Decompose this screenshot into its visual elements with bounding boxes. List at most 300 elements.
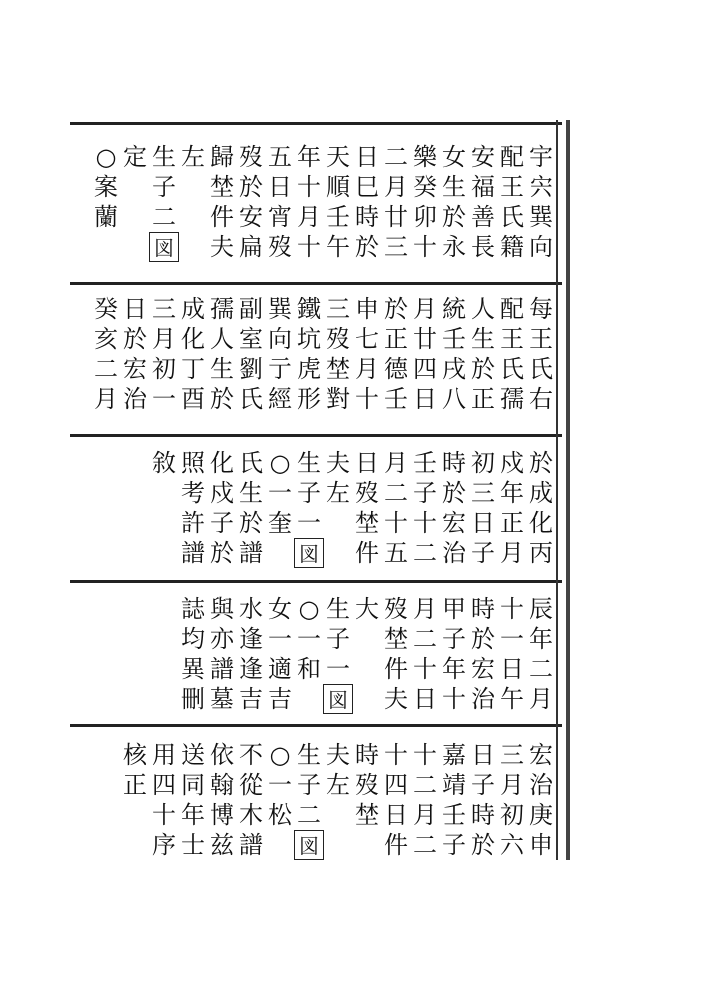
text-column (91, 294, 121, 414)
char: 均 (181, 625, 205, 653)
char: 子 (442, 625, 466, 653)
char: 十 (297, 173, 321, 201)
char: 對 (326, 385, 350, 413)
char: 月 (500, 771, 524, 799)
char: 敘 (152, 449, 176, 477)
char: 生 (152, 143, 176, 171)
text-column (207, 740, 237, 860)
char: 一 (152, 385, 176, 413)
char: 件 (384, 831, 408, 859)
text-column (323, 294, 353, 414)
text-column (439, 294, 469, 414)
char: 與 (210, 595, 234, 623)
char: 順 (326, 173, 350, 201)
char: 士 (181, 831, 205, 859)
char: 埜 (355, 509, 379, 537)
char: 三 (500, 741, 524, 769)
text-column (265, 142, 295, 262)
char: 時 (442, 449, 466, 477)
char: 巽 (529, 203, 553, 231)
char: 七 (355, 325, 379, 353)
char: 二 (413, 625, 437, 653)
char: 左 (181, 143, 205, 171)
char: 生 (210, 355, 234, 383)
char: 正 (123, 771, 147, 799)
char: 埜 (210, 173, 234, 201)
text-column (149, 294, 179, 414)
char: 宍 (529, 173, 553, 201)
char: 年 (297, 143, 321, 171)
char: 子 (471, 771, 495, 799)
text-column (207, 594, 237, 714)
text-column (178, 594, 208, 714)
char: 午 (326, 233, 350, 261)
char: 於 (442, 479, 466, 507)
char: 子 (413, 479, 437, 507)
char: 奎 (268, 509, 292, 537)
char: 逢 (239, 655, 263, 683)
text-column (91, 142, 121, 232)
text-column (497, 294, 527, 414)
char: 夫 (326, 741, 350, 769)
char: 月 (152, 325, 176, 353)
char: 於 (239, 509, 263, 537)
text-column (178, 740, 208, 860)
char: 異 (181, 655, 205, 683)
char: 兹 (210, 831, 234, 859)
text-column (468, 294, 498, 414)
char: 丁 (181, 355, 205, 383)
text-column (468, 740, 498, 860)
char: 年 (529, 625, 553, 653)
char: 同 (181, 771, 205, 799)
char: 甲 (442, 595, 466, 623)
text-column (439, 740, 469, 860)
char: 和 (297, 655, 321, 683)
char: 夫 (210, 233, 234, 261)
char: 月 (413, 801, 437, 829)
char: 於 (355, 233, 379, 261)
char: 長 (471, 233, 495, 261)
char: 日 (123, 295, 147, 323)
char: 月 (94, 385, 118, 413)
char: 劉 (239, 355, 263, 383)
char: 子 (297, 479, 321, 507)
text-column (352, 294, 382, 414)
char: 酉 (181, 385, 205, 413)
text-column (236, 448, 266, 568)
text-column (468, 142, 498, 262)
char: 生 (297, 449, 321, 477)
char: 譜 (239, 831, 263, 859)
char: 宏 (471, 655, 495, 683)
char: 癸 (94, 295, 118, 323)
text-column (381, 594, 411, 714)
boxed-char: 図 (149, 232, 179, 262)
char: 蘭 (94, 203, 118, 231)
char: 十 (355, 385, 379, 413)
char: 申 (355, 295, 379, 323)
char: 月 (384, 449, 408, 477)
char: 件 (210, 203, 234, 231)
char: 子 (442, 831, 466, 859)
char: 治 (442, 539, 466, 567)
char: 許 (181, 509, 205, 537)
text-column (410, 740, 440, 860)
char: 女 (268, 595, 292, 623)
char: 孺 (500, 385, 524, 413)
char: 一 (297, 509, 321, 537)
text-column (410, 294, 440, 414)
char: 翰 (210, 771, 234, 799)
char: 氏 (239, 385, 263, 413)
text-column (120, 294, 150, 414)
char: 吉 (239, 685, 263, 713)
char: 配 (500, 295, 524, 323)
char: 正 (500, 509, 524, 537)
char: 年 (500, 479, 524, 507)
char: 於 (471, 831, 495, 859)
char: 日 (500, 655, 524, 683)
char: 壬 (442, 325, 466, 353)
char: 經 (268, 385, 292, 413)
char: 歿 (326, 325, 350, 353)
char: 二 (94, 355, 118, 383)
char: 件 (384, 655, 408, 683)
char: 於 (210, 385, 234, 413)
char: 形 (297, 385, 321, 413)
char: 埜 (355, 801, 379, 829)
char: 壬 (384, 385, 408, 413)
text-column (236, 142, 266, 262)
char: 八 (442, 385, 466, 413)
text-column (149, 448, 179, 478)
char: 巽 (268, 295, 292, 323)
char: 宏 (123, 355, 147, 383)
char: 用 (152, 741, 176, 769)
text-column (178, 448, 208, 568)
char: 月 (529, 685, 553, 713)
char: 配 (500, 143, 524, 171)
char: 二 (384, 479, 408, 507)
char: 二 (529, 655, 553, 683)
char: 夫 (384, 685, 408, 713)
char: 化 (529, 509, 553, 537)
char: 譜 (181, 539, 205, 567)
text-column (323, 594, 353, 714)
char: 十 (384, 741, 408, 769)
text-column (207, 142, 237, 262)
text-column (497, 448, 527, 568)
text-column (178, 142, 208, 172)
char: 靖 (442, 771, 466, 799)
char: 適 (268, 655, 292, 683)
char: 正 (471, 385, 495, 413)
text-column (294, 594, 324, 684)
char: 戍 (210, 479, 234, 507)
char: 室 (239, 325, 263, 353)
char: 宏 (442, 509, 466, 537)
char: 核 (123, 741, 147, 769)
rule-line (70, 724, 562, 727)
char: 二 (413, 539, 437, 567)
char: 於 (471, 355, 495, 383)
char: 五 (268, 143, 292, 171)
char: 於 (529, 449, 553, 477)
char: 壬 (413, 449, 437, 477)
char: 二 (413, 831, 437, 859)
char: 樂 (413, 143, 437, 171)
char: 氏 (239, 449, 263, 477)
char: 亦 (210, 625, 234, 653)
rule-line (70, 282, 562, 285)
text-column (265, 594, 295, 714)
text-column (265, 448, 295, 538)
char: 子 (152, 173, 176, 201)
char: 一 (268, 625, 292, 653)
char: 月 (413, 295, 437, 323)
text-column (410, 448, 440, 568)
char: 巳 (355, 173, 379, 201)
char: 子 (326, 625, 350, 653)
text-column (439, 448, 469, 568)
char: 考 (181, 479, 205, 507)
char: 歿 (355, 479, 379, 507)
char: 二 (413, 771, 437, 799)
char: 初 (500, 801, 524, 829)
char: 治 (123, 385, 147, 413)
text-column (410, 142, 440, 262)
char: 木 (239, 801, 263, 829)
rule-line (70, 580, 562, 583)
char: 月 (384, 173, 408, 201)
char: 年 (181, 801, 205, 829)
char: 安 (239, 203, 263, 231)
char: 亍 (268, 355, 292, 383)
char: 癸 (413, 173, 437, 201)
char: 嘉 (442, 741, 466, 769)
char: 十 (500, 595, 524, 623)
char: 向 (529, 233, 553, 261)
text-column (468, 448, 498, 568)
char: 十 (297, 233, 321, 261)
char: 歿 (384, 595, 408, 623)
char: 扁 (239, 233, 263, 261)
text-column (526, 294, 556, 414)
char: 從 (239, 771, 263, 799)
char: 左 (326, 771, 350, 799)
char: 墓 (210, 685, 234, 713)
char: 埜 (326, 355, 350, 383)
char: 水 (239, 595, 263, 623)
char: 歿 (268, 233, 292, 261)
char: 十 (413, 509, 437, 537)
char: 二 (384, 143, 408, 171)
char: 於 (442, 203, 466, 231)
char: 生 (297, 741, 321, 769)
char: 誌 (181, 595, 205, 623)
char: 宇 (529, 143, 553, 171)
char: 月 (500, 539, 524, 567)
char: 統 (442, 295, 466, 323)
char: 日 (268, 173, 292, 201)
text-column (410, 594, 440, 714)
char: 辰 (529, 595, 553, 623)
char: 十 (413, 233, 437, 261)
char: 生 (239, 479, 263, 507)
char: 逢 (239, 625, 263, 653)
char: 善 (471, 203, 495, 231)
char: 於 (471, 625, 495, 653)
char: 一 (297, 625, 321, 653)
text-column (294, 294, 324, 414)
char: 人 (210, 325, 234, 353)
char: 定 (123, 143, 147, 171)
boxed-char: 図 (323, 684, 353, 714)
char: 治 (529, 771, 553, 799)
char: 午 (500, 685, 524, 713)
text-column (323, 740, 353, 800)
char: 左 (326, 479, 350, 507)
char: 歿 (239, 143, 263, 171)
char: 時 (471, 595, 495, 623)
char: 時 (355, 741, 379, 769)
char: 十 (152, 801, 176, 829)
text-column (294, 142, 324, 262)
char: 吉 (268, 685, 292, 713)
text-column (149, 142, 179, 262)
char: 戌 (442, 355, 466, 383)
rule-line (70, 434, 562, 437)
char: 五 (384, 539, 408, 567)
char: 歸 (210, 143, 234, 171)
char: 三 (326, 295, 350, 323)
char: 四 (152, 771, 176, 799)
char: 鐵 (297, 295, 321, 323)
char: 一 (326, 655, 350, 683)
text-column (526, 448, 556, 568)
text-column (468, 594, 498, 714)
char: 送 (181, 741, 205, 769)
char: 虎 (297, 355, 321, 383)
char: 於 (210, 539, 234, 567)
text-column (497, 740, 527, 860)
right-margin-line-thick (566, 120, 570, 860)
char: 壬 (326, 203, 350, 231)
text-column (265, 294, 295, 414)
char: 月 (355, 355, 379, 383)
text-column (207, 448, 237, 568)
char: 十 (384, 509, 408, 537)
right-margin-line (556, 120, 558, 860)
char: 日 (413, 685, 437, 713)
char: 右 (529, 385, 553, 413)
char: 永 (442, 233, 466, 261)
char: 一 (268, 479, 292, 507)
text-column (526, 594, 556, 714)
char: 化 (210, 449, 234, 477)
char: 王 (529, 325, 553, 353)
text-column (323, 142, 353, 262)
text-column (294, 740, 324, 860)
char: 二 (152, 203, 176, 231)
char: 生 (442, 173, 466, 201)
char: 廿 (384, 203, 408, 231)
char: 初 (152, 355, 176, 383)
text-column (352, 448, 382, 568)
char: 四 (413, 355, 437, 383)
char: 譜 (239, 539, 263, 567)
text-column (381, 448, 411, 568)
char: ○ (298, 595, 320, 623)
text-column (178, 294, 208, 414)
char: 王 (500, 173, 524, 201)
char: 夫 (326, 449, 350, 477)
char: 博 (210, 801, 234, 829)
char: 日 (355, 143, 379, 171)
text-column (236, 294, 266, 414)
char: 於 (123, 325, 147, 353)
char: 六 (500, 831, 524, 859)
char: 十 (413, 655, 437, 683)
text-column (497, 142, 527, 262)
char: 四 (384, 771, 408, 799)
text-column (439, 142, 469, 262)
char: 大 (355, 595, 379, 623)
char: 依 (210, 741, 234, 769)
char: 治 (471, 685, 495, 713)
char: 成 (529, 479, 553, 507)
char: 件 (355, 539, 379, 567)
char: 人 (471, 295, 495, 323)
char: 氏 (500, 203, 524, 231)
char: 日 (471, 509, 495, 537)
char: 時 (355, 203, 379, 231)
char: 譜 (210, 655, 234, 683)
text-column (381, 740, 411, 860)
char: ○ (269, 741, 291, 769)
text-column (381, 142, 411, 262)
char: 廿 (413, 325, 437, 353)
char: 埜 (384, 625, 408, 653)
char: 卯 (413, 203, 437, 231)
char: 每 (529, 295, 553, 323)
char: 籍 (500, 233, 524, 261)
char: 戍 (500, 449, 524, 477)
char: 日 (384, 801, 408, 829)
char: 子 (297, 771, 321, 799)
char: 照 (181, 449, 205, 477)
text-column (207, 294, 237, 414)
text-column (265, 740, 295, 830)
char: 刪 (181, 685, 205, 713)
text-column (497, 594, 527, 714)
char: 序 (152, 831, 176, 859)
char: 正 (384, 325, 408, 353)
text-column (120, 142, 150, 172)
char: 生 (326, 595, 350, 623)
char: 生 (471, 325, 495, 353)
char: 氏 (529, 355, 553, 383)
text-column (120, 740, 150, 800)
char: 向 (268, 325, 292, 353)
char: 福 (471, 173, 495, 201)
char: 日 (355, 449, 379, 477)
char: 十 (413, 741, 437, 769)
char: 坑 (297, 325, 321, 353)
char: 子 (471, 539, 495, 567)
text-column (439, 594, 469, 714)
